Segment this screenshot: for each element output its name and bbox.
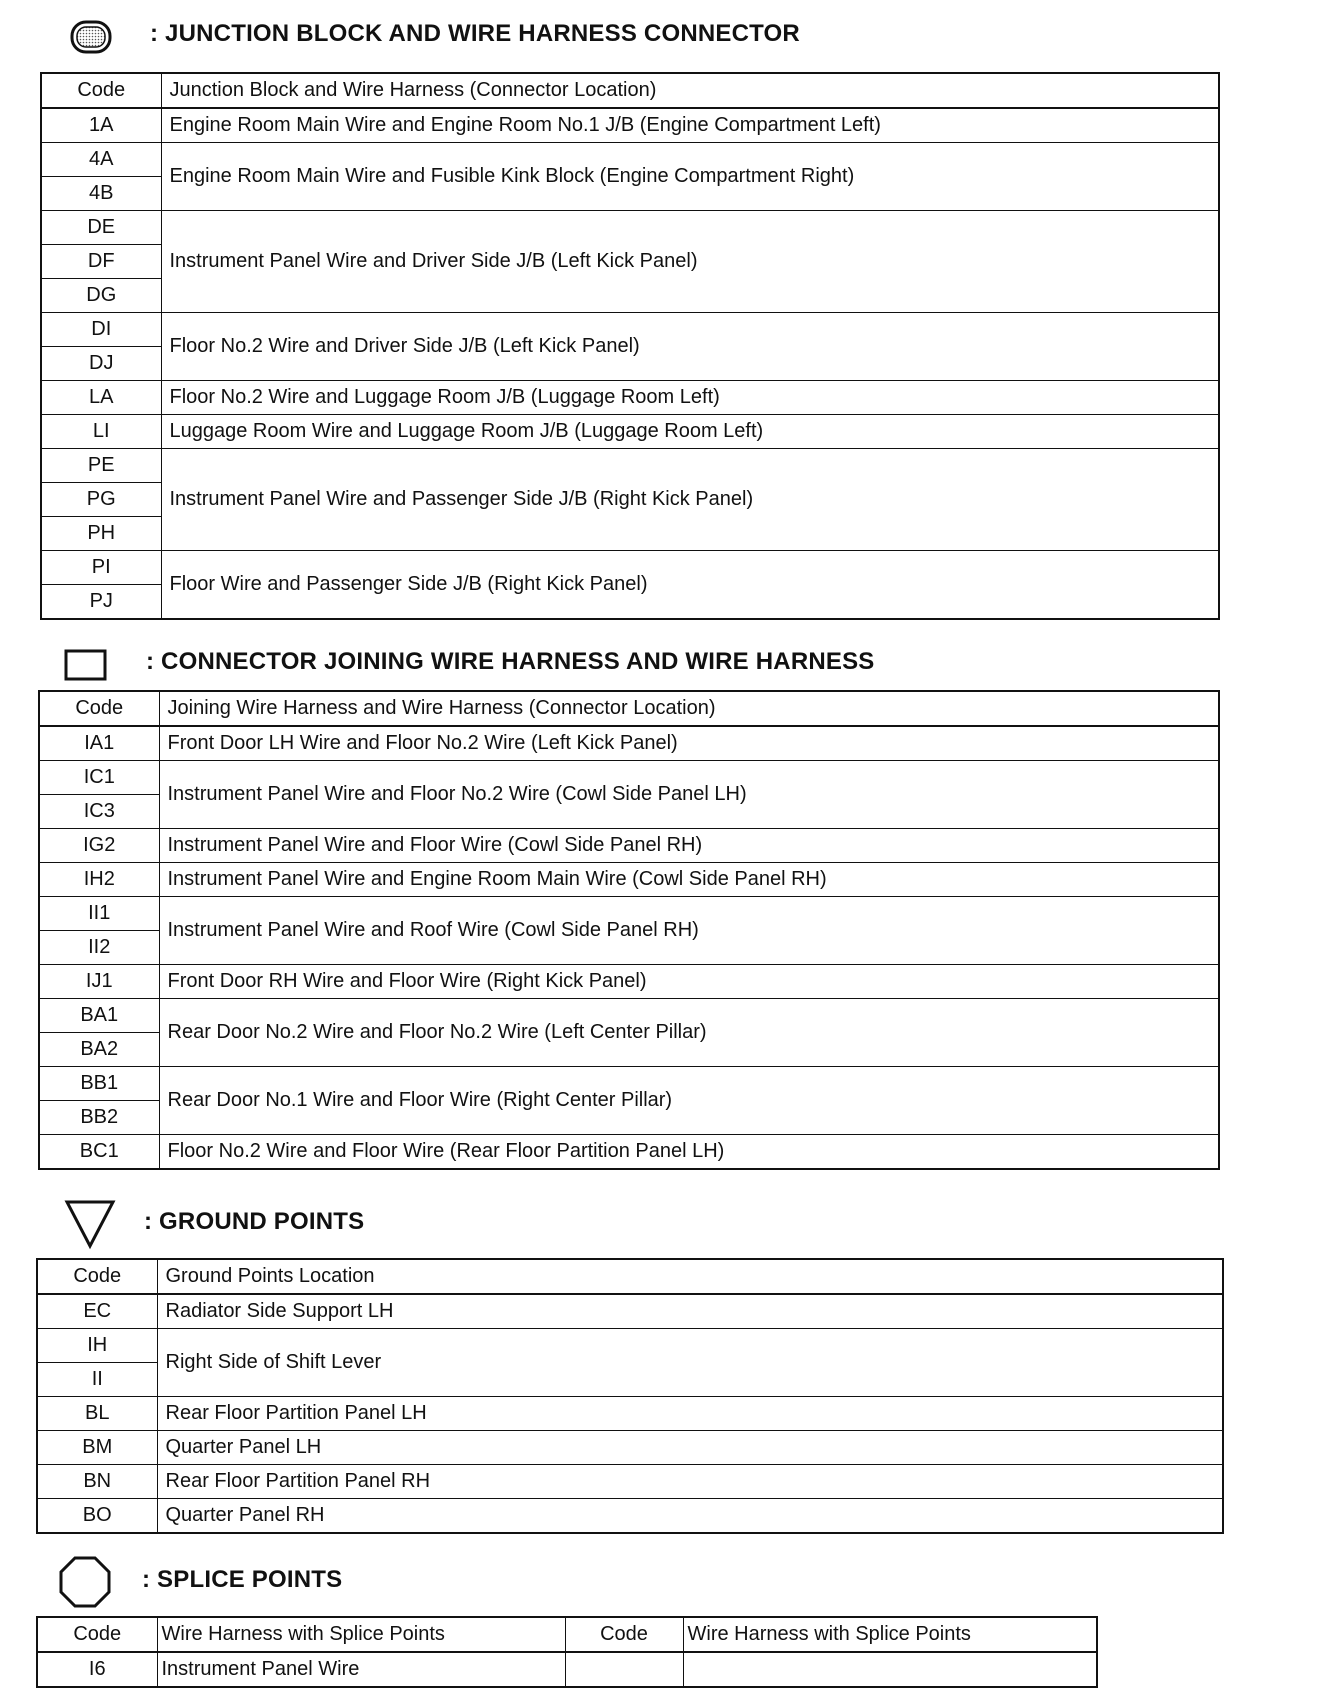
code-cell: DI	[41, 313, 161, 347]
ground-point-icon	[64, 1198, 116, 1250]
code-cell: II2	[39, 931, 159, 965]
code-cell: IJ1	[39, 965, 159, 999]
table-row	[41, 313, 1219, 347]
description-cell: Engine Room Main Wire and Fusible Kink Block (Engine Compartment Right)	[161, 143, 1219, 211]
header-code-2: Code	[565, 1617, 683, 1652]
description-cell: Front Door LH Wire and Floor No.2 Wire (Left Kick Panel)	[159, 726, 1219, 761]
table-header-row	[37, 1259, 1223, 1294]
code-cell: IH2	[39, 863, 159, 897]
code-cell: II	[37, 1363, 157, 1397]
code-cell: IA1	[39, 726, 159, 761]
table-header-row	[37, 1617, 1097, 1652]
table-row	[39, 897, 1219, 931]
code-cell: BM	[37, 1431, 157, 1465]
description-cell: Floor No.2 Wire and Driver Side J/B (Left Kick Panel)	[161, 313, 1219, 381]
header-desc-2: Wire Harness with Splice Points	[683, 1617, 1097, 1652]
table-row	[41, 449, 1219, 483]
ground-section-title: : GROUND POINTS	[144, 1208, 365, 1235]
code-cell: PG	[41, 483, 161, 517]
code-cell: BA2	[39, 1033, 159, 1067]
splice-table	[36, 1616, 1098, 1688]
code-cell: DF	[41, 245, 161, 279]
table-row	[37, 1294, 1223, 1329]
table-header-row	[41, 73, 1219, 108]
table-row	[37, 1329, 1223, 1363]
code-cell: EC	[37, 1294, 157, 1329]
table-header-row	[39, 691, 1219, 726]
code-cell: BB2	[39, 1101, 159, 1135]
code-cell: IG2	[39, 829, 159, 863]
code-cell: 4B	[41, 177, 161, 211]
description-cell: Instrument Panel Wire and Engine Room Main Wire (Cowl Side Panel RH)	[159, 863, 1219, 897]
code-cell: IC3	[39, 795, 159, 829]
junction-table	[40, 72, 1220, 620]
description-cell: Rear Door No.1 Wire and Floor Wire (Right Center Pillar)	[159, 1067, 1219, 1135]
code-cell: DE	[41, 211, 161, 245]
code-cell: 4A	[41, 143, 161, 177]
code-cell: PJ	[41, 585, 161, 620]
description-cell: Front Door RH Wire and Floor Wire (Right Kick Panel)	[159, 965, 1219, 999]
description-cell: Engine Room Main Wire and Engine Room No.1 J/B (Engine Compartment Left)	[161, 108, 1219, 143]
code-cell: DG	[41, 279, 161, 313]
description-cell: Instrument Panel Wire and Passenger Side J/B (Right Kick Panel)	[161, 449, 1219, 551]
code-cell: PI	[41, 551, 161, 585]
header-description: Joining Wire Harness and Wire Harness (Connector Location)	[159, 691, 1219, 726]
junction-block-icon	[70, 20, 112, 54]
description-cell: Right Side of Shift Lever	[157, 1329, 1223, 1397]
code-cell: IC1	[39, 761, 159, 795]
table-row	[41, 415, 1219, 449]
header-code-1: Code	[37, 1617, 157, 1652]
table-row	[41, 381, 1219, 415]
code-cell: BA1	[39, 999, 159, 1033]
ground-table	[36, 1258, 1224, 1534]
table-row	[37, 1465, 1223, 1499]
table-row	[39, 761, 1219, 795]
table-row	[41, 211, 1219, 245]
code-cell: PH	[41, 517, 161, 551]
code-cell: LI	[41, 415, 161, 449]
splice-section-title: : SPLICE POINTS	[142, 1566, 343, 1593]
description-cell: Radiator Side Support LH	[157, 1294, 1223, 1329]
header-code: Code	[39, 691, 159, 726]
table-row	[41, 143, 1219, 177]
description-cell: Quarter Panel LH	[157, 1431, 1223, 1465]
description-cell: Rear Floor Partition Panel RH	[157, 1465, 1223, 1499]
table-row	[39, 1067, 1219, 1101]
splice-code-1: I6	[37, 1652, 157, 1687]
table-row	[41, 108, 1219, 143]
table-row	[41, 551, 1219, 585]
table-row	[37, 1431, 1223, 1465]
splice-point-icon	[58, 1555, 112, 1609]
description-cell: Instrument Panel Wire and Floor No.2 Wire (Cowl Side Panel LH)	[159, 761, 1219, 829]
code-cell: BO	[37, 1499, 157, 1534]
table-row	[39, 965, 1219, 999]
description-cell: Instrument Panel Wire and Floor Wire (Cowl Side Panel RH)	[159, 829, 1219, 863]
table-row	[37, 1499, 1223, 1534]
splice-desc-2	[683, 1652, 1097, 1687]
connector-section-title: : CONNECTOR JOINING WIRE HARNESS AND WIRE HARNESS	[146, 648, 875, 675]
code-cell: IH	[37, 1329, 157, 1363]
header-code: Code	[37, 1259, 157, 1294]
code-cell: BN	[37, 1465, 157, 1499]
code-cell: LA	[41, 381, 161, 415]
table-row	[37, 1397, 1223, 1431]
table-row	[39, 999, 1219, 1033]
code-cell: 1A	[41, 108, 161, 143]
table-row	[39, 726, 1219, 761]
table-row	[39, 863, 1219, 897]
code-cell: DJ	[41, 347, 161, 381]
description-cell: Rear Door No.2 Wire and Floor No.2 Wire (Left Center Pillar)	[159, 999, 1219, 1067]
description-cell: Floor Wire and Passenger Side J/B (Right Kick Panel)	[161, 551, 1219, 620]
description-cell: Quarter Panel RH	[157, 1499, 1223, 1534]
junction-section-title: : JUNCTION BLOCK AND WIRE HARNESS CONNECTOR	[150, 20, 800, 47]
splice-code-2	[565, 1652, 683, 1687]
description-cell: Rear Floor Partition Panel LH	[157, 1397, 1223, 1431]
header-desc-1: Wire Harness with Splice Points	[157, 1617, 565, 1652]
table-row	[39, 1135, 1219, 1170]
connector-table	[38, 690, 1220, 1170]
description-cell: Luggage Room Wire and Luggage Room J/B (Luggage Room Left)	[161, 415, 1219, 449]
connector-icon	[64, 648, 108, 682]
header-description: Junction Block and Wire Harness (Connector Location)	[161, 73, 1219, 108]
table-row	[39, 829, 1219, 863]
header-description: Ground Points Location	[157, 1259, 1223, 1294]
description-cell: Floor No.2 Wire and Floor Wire (Rear Floor Partition Panel LH)	[159, 1135, 1219, 1170]
header-code: Code	[41, 73, 161, 108]
description-cell: Instrument Panel Wire and Driver Side J/B (Left Kick Panel)	[161, 211, 1219, 313]
code-cell: BB1	[39, 1067, 159, 1101]
table-row	[37, 1652, 1097, 1687]
code-cell: BC1	[39, 1135, 159, 1170]
code-cell: II1	[39, 897, 159, 931]
splice-desc-1: Instrument Panel Wire	[157, 1652, 565, 1687]
description-cell: Floor No.2 Wire and Luggage Room J/B (Luggage Room Left)	[161, 381, 1219, 415]
description-cell: Instrument Panel Wire and Roof Wire (Cowl Side Panel RH)	[159, 897, 1219, 965]
code-cell: PE	[41, 449, 161, 483]
code-cell: BL	[37, 1397, 157, 1431]
